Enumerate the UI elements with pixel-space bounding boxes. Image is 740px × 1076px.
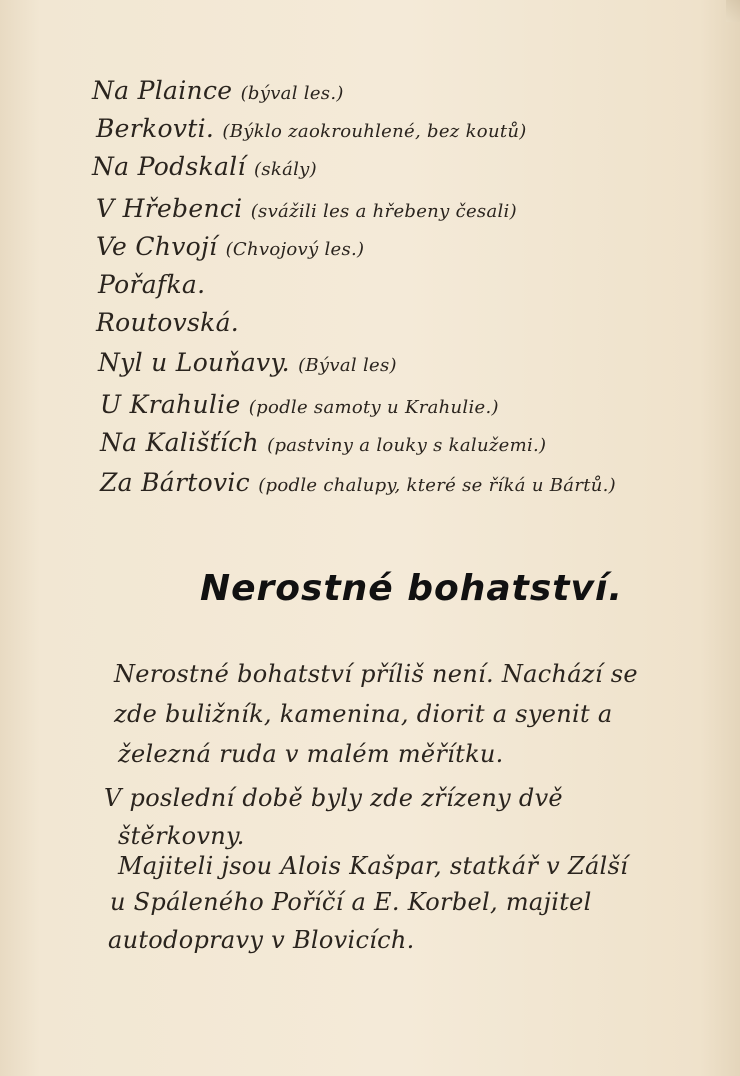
paragraph-line: Majiteli jsou Alois Kašpar, statkář v Zálší xyxy=(118,852,629,880)
place-note: (svážili les a hřebeny česali) xyxy=(250,201,517,222)
place-name: V Hřebenci xyxy=(96,194,243,223)
place-name-line xyxy=(96,114,527,143)
paragraph-line: Nerostné bohatství příliš není. Nachází se xyxy=(114,660,638,688)
place-note: (Býklo zaokrouhlené, bez koutů) xyxy=(222,121,527,142)
place-name: U Krahulie xyxy=(100,390,241,419)
place-name-line xyxy=(96,194,517,223)
place-name: Berkovti. xyxy=(96,114,215,143)
place-name: Pořafka. xyxy=(98,270,206,299)
section-heading: Nerostné bohatství. xyxy=(200,568,623,609)
place-name-line xyxy=(92,76,344,105)
place-note: (Chvojový les.) xyxy=(225,239,365,260)
paragraph-line: zde buližník, kamenina, diorit a syenit a xyxy=(114,700,613,728)
place-name: Routovská. xyxy=(96,308,240,337)
paragraph-line: štěrkovny. xyxy=(118,822,245,850)
place-name-line xyxy=(100,468,616,497)
paragraph-line: u Spáleného Poříčí a E. Korbel, majitel xyxy=(110,888,592,916)
paragraph-line: autodopravy v Blovicích. xyxy=(108,926,415,954)
place-note: (pastviny a louky s kalužemi.) xyxy=(267,435,547,456)
paragraph-line: železná ruda v malém měřítku. xyxy=(118,740,504,768)
place-name: Na Kališťích xyxy=(100,428,259,457)
place-note: (podle chalupy, které se říká u Bártů.) xyxy=(258,475,617,496)
place-name-line xyxy=(96,308,239,337)
place-name-line xyxy=(96,232,364,261)
place-name-line xyxy=(100,428,546,457)
place-note: (skály) xyxy=(254,159,317,180)
paragraph-line: V poslední době byly zde zřízeny dvě xyxy=(104,784,563,812)
place-name: Ve Chvojí xyxy=(96,232,218,261)
place-name: Na Plaince xyxy=(92,76,233,105)
place-name: Nyl u Louňavy. xyxy=(98,348,290,377)
place-note: (podle samoty u Krahulie.) xyxy=(248,397,499,418)
place-name: Za Bártovic xyxy=(100,468,250,497)
place-note: (býval les.) xyxy=(240,83,344,104)
place-name-line xyxy=(98,348,397,377)
place-name: Na Podskalí xyxy=(92,152,246,181)
place-name-line xyxy=(92,152,317,181)
place-note: (Býval les) xyxy=(298,355,397,376)
place-name-line xyxy=(98,270,205,299)
place-name-line xyxy=(100,390,499,419)
page-corner-fold xyxy=(726,0,740,22)
